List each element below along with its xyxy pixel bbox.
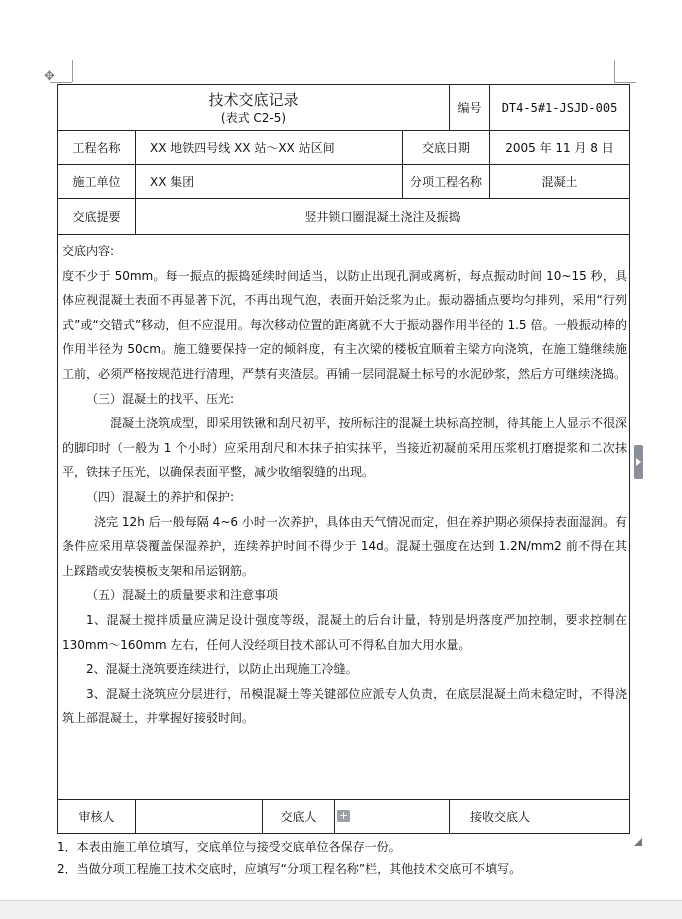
crop-mark [614,60,615,82]
form-subtitle: (表式 C2-5) [220,110,287,125]
content-paragraph: 1、混凝土搅拌质量应满足设计强度等级，混凝土的后台计量，特别是坍落度严加控制，要求控制在 130mm～160mm 左右，任何人没经项目技术部认可不得私自加大用水量。 [62,612,627,652]
discloser-value[interactable] [335,800,450,834]
summary-label: 交底提要 [58,199,136,235]
expand-arrow-icon[interactable] [634,445,643,479]
sub-project-label: 分项工程名称 [403,165,490,199]
footnote: 1．本表由施工单位填写，交底单位与接受交底单位各保存一份。 [57,840,401,854]
reviewer-label: 审核人 [58,800,136,834]
content-paragraph: 2、混凝土浇筑要连续进行，以防止出现施工冷缝。 [86,662,358,677]
crop-mark [72,60,73,82]
disclosure-content[interactable] [58,235,630,800]
content-paragraph: 混凝土浇筑成型，即采用铁锹和刮尺初平，按所标注的混凝土块标高控制，待其能上人显示不很深的脚印时（一般为 1 个小时）应采用刮尺和木抹子拍实抹平，当接近初凝前采用压浆机打磨提浆和二次抹平，铁抹子压光，以确保表面平整，减少收缩裂缝的出现。 [62,416,627,480]
number-label: 编号 [450,85,490,131]
form-title-cell [58,85,450,131]
discloser-label: 交底人 [263,800,335,834]
form-title: 技术交底记录 [208,90,299,109]
content-heading: 交底内容: [62,244,115,258]
date-label: 交底日期 [403,131,490,165]
project-name-label: 工程名称 [58,131,136,165]
summary-value[interactable]: 竖井锁口圈混凝土浇注及振捣 [136,199,630,235]
section-heading: （四）混凝土的养护和保护: [86,489,235,504]
receiver-cell[interactable] [450,800,630,834]
section-heading: （五）混凝土的质量要求和注意事项 [86,588,279,603]
unit-label: 施工单位 [58,165,136,199]
date-value[interactable]: 2005 年 11 月 8 日 [490,131,630,165]
footnote: 2．当做分项工程施工技术交底时，应填写“分项工程名称”栏，其他技术交底可不填写。 [57,862,522,876]
receiver-label: 接收交底人 [470,810,531,824]
section-heading: （三）混凝土的找平、压光: [86,391,235,406]
content-paragraph: 浇完 12h 后一般每隔 4~6 小时一次养护，具体由天气情况而定，但在养护期必须保持表面湿润。有条件应采用草袋覆盖保湿养护，连续养护时间不得少于 14d。混凝土强度在达到 1.2N/mm2 前不得在其上踩踏或安装模板支架和吊运钢筋。 [62,514,627,578]
content-paragraph: 3、混凝土浇筑应分层进行，吊模混凝土等关键部位应派专人负责，在底层混凝土尚未稳定时，不得浇筑上部混凝土，并掌握好接驳时间。 [62,686,627,726]
plus-icon[interactable]: + [338,809,349,822]
disclosure-record-table [57,84,630,834]
number-value[interactable]: DT4-5#1-JSJD-005 [490,85,630,131]
content-paragraph: 度不少于 50mm。每一振点的振捣延续时间适当，以防止出现孔洞或离析，每点振动时间 10~15 秒，具体应视混凝土表面不再显著下沉，不再出现气泡，表面开始泛浆为止。振动器插点要均匀排列，采用“行列式”或“交错式”移动，但不应混用。每次移动位置的距离就不大于振动器作用半径的 1.5 倍。一般振动棒的作用半径为 50cm。施工缝要保持一定的倾斜度，有主次梁的楼板宜顺着主梁方向浇筑，在施工缝继续施工前，必须严格按规范进行清理，严禁有夹渣层。再铺一层同混凝土标号的水泥砂浆，然后方可继续浇捣。 [62,268,627,381]
reviewer-value[interactable] [136,800,263,834]
project-name-value[interactable]: XX 地铁四号线 XX 站～XX 站区间 [136,131,403,165]
move-icon[interactable]: ✥ [44,69,55,84]
crop-mark [614,82,636,83]
unit-value[interactable]: XX 集团 [136,165,403,199]
sub-project-value[interactable]: 混凝土 [490,165,630,199]
footnotes [57,836,637,880]
status-bar [0,900,682,919]
